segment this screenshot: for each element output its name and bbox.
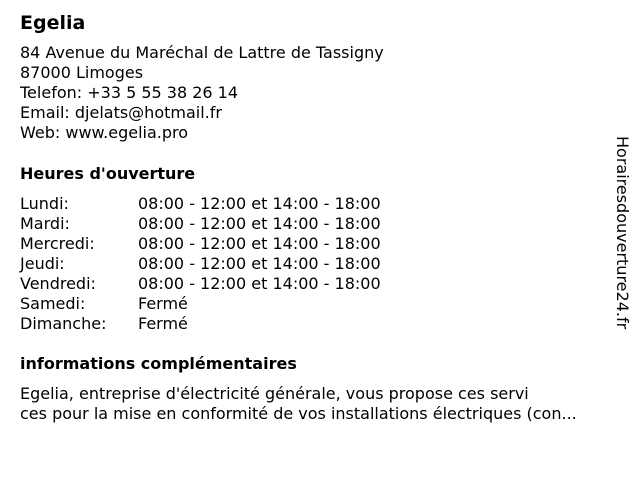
- hours-time: 08:00 - 12:00 et 14:00 - 18:00: [138, 214, 381, 233]
- hours-row: [20, 294, 440, 314]
- description-line: Egelia, entreprise d'électricité générale, vous propose ces servi: [20, 384, 529, 403]
- additional-info-heading: informations complémentaires: [20, 354, 297, 373]
- hours-row: [20, 314, 440, 334]
- hours-day: Mercredi:: [20, 234, 95, 253]
- hours-day: Mardi:: [20, 214, 70, 233]
- hours-day: Jeudi:: [20, 254, 65, 273]
- hours-row: [20, 194, 440, 214]
- business-description: [20, 384, 577, 424]
- hours-row: [20, 234, 440, 254]
- opening-hours-heading: Heures d'ouverture: [20, 164, 196, 183]
- hours-time: 08:00 - 12:00 et 14:00 - 18:00: [138, 194, 381, 213]
- hours-time: 08:00 - 12:00 et 14:00 - 18:00: [138, 254, 381, 273]
- hours-time: 08:00 - 12:00 et 14:00 - 18:00: [138, 274, 381, 293]
- hours-row: [20, 214, 440, 234]
- hours-day: Lundi:: [20, 194, 69, 213]
- city-line: 87000 Limoges: [20, 63, 144, 82]
- hours-time: Fermé: [138, 314, 188, 333]
- hours-day: Samedi:: [20, 294, 86, 313]
- address-block: [20, 43, 384, 143]
- hours-time: Fermé: [138, 294, 188, 313]
- hours-row: [20, 254, 440, 274]
- phone-line: Telefon: +33 5 55 38 26 14: [20, 83, 239, 102]
- web-line: Web: www.egelia.pro: [20, 123, 189, 142]
- hours-day: Vendredi:: [20, 274, 96, 293]
- street-address: 84 Avenue du Maréchal de Lattre de Tassigny: [20, 43, 384, 62]
- hours-day: Dimanche:: [20, 314, 107, 333]
- site-watermark: Horairesdouverture24.fr: [613, 136, 632, 330]
- hours-time: 08:00 - 12:00 et 14:00 - 18:00: [138, 234, 381, 253]
- hours-row: [20, 274, 440, 294]
- description-line: ces pour la mise en conformité de vos installations électriques (con...: [20, 404, 577, 423]
- email-line: Email: djelats@hotmail.fr: [20, 103, 222, 122]
- opening-hours-table: [20, 194, 440, 334]
- business-name: Egelia: [20, 12, 86, 34]
